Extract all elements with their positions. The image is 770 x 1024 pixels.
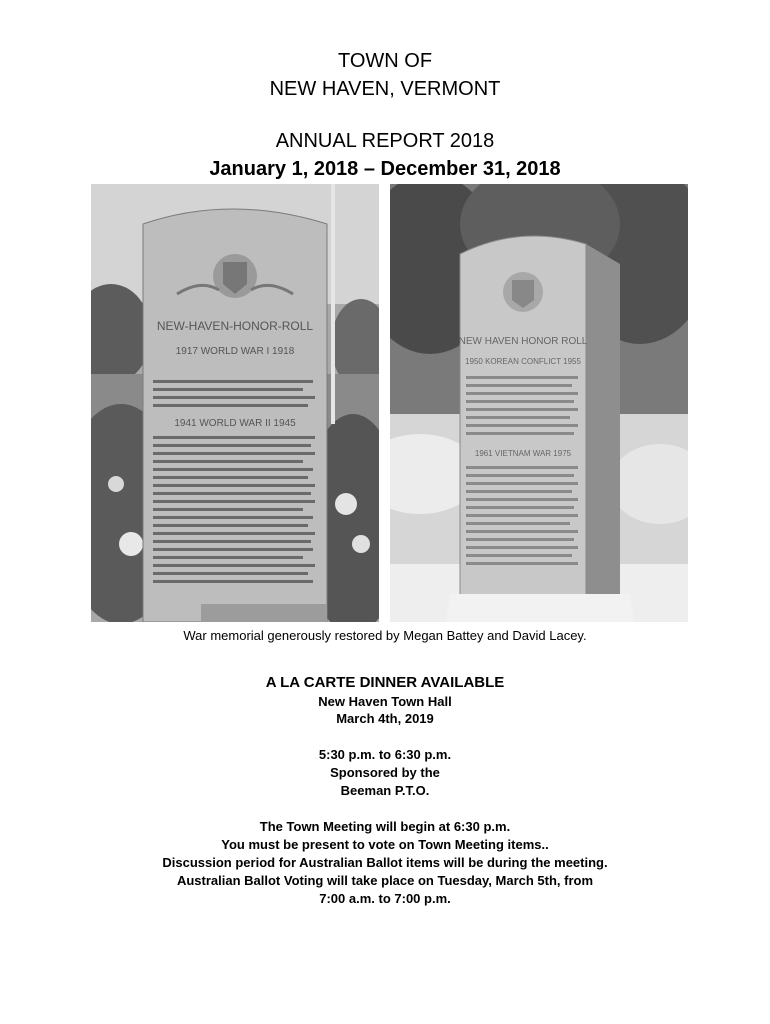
memorial-photos <box>91 184 688 622</box>
dinner-heading: A LA CARTE DINNER AVAILABLE <box>265 674 505 691</box>
right-stone-section-2: 1961 VIETNAM WAR 1975 <box>474 449 572 458</box>
town-name: NEW HAVEN, VERMONT <box>269 78 501 100</box>
dinner-date: March 4th, 2019 <box>336 711 434 726</box>
town-label: TOWN OF <box>337 50 433 72</box>
memorial-photo-right <box>390 184 688 622</box>
meeting-line-3: Discussion period for Australian Ballot items will be during the meeting. <box>162 855 608 870</box>
left-stone-section-2: 1941 WORLD WAR II 1945 <box>174 418 296 429</box>
dinner-sponsor-line-1: Sponsored by the <box>330 765 440 780</box>
dinner-venue: New Haven Town Hall <box>318 694 452 709</box>
meeting-line-1: The Town Meeting will begin at 6:30 p.m. <box>259 819 511 834</box>
photo-caption: War memorial generously restored by Megan Battey and David Lacey. <box>183 628 587 643</box>
left-stone-section-1: 1917 WORLD WAR I 1918 <box>175 346 295 357</box>
left-stone-title: NEW-HAVEN-HONOR-ROLL <box>156 319 314 333</box>
dinner-sponsor-line-2: Beeman P.T.O. <box>340 783 430 798</box>
memorial-photo-left <box>91 184 379 622</box>
dinner-time: 5:30 p.m. to 6:30 p.m. <box>318 747 452 762</box>
meeting-line-4: Australian Ballot Voting will take place on Tuesday, March 5th, from <box>176 873 594 888</box>
right-stone-title: NEW HAVEN HONOR ROLL <box>458 336 588 347</box>
right-stone-section-1: 1950 KOREAN CONFLICT 1955 <box>465 357 581 366</box>
meeting-line-5: 7:00 a.m. to 7:00 p.m. <box>319 891 451 906</box>
report-title: ANNUAL REPORT 2018 <box>275 130 495 152</box>
meeting-line-2: You must be present to vote on Town Meeting items.. <box>221 837 549 852</box>
report-period: January 1, 2018 – December 31, 2018 <box>209 158 561 180</box>
